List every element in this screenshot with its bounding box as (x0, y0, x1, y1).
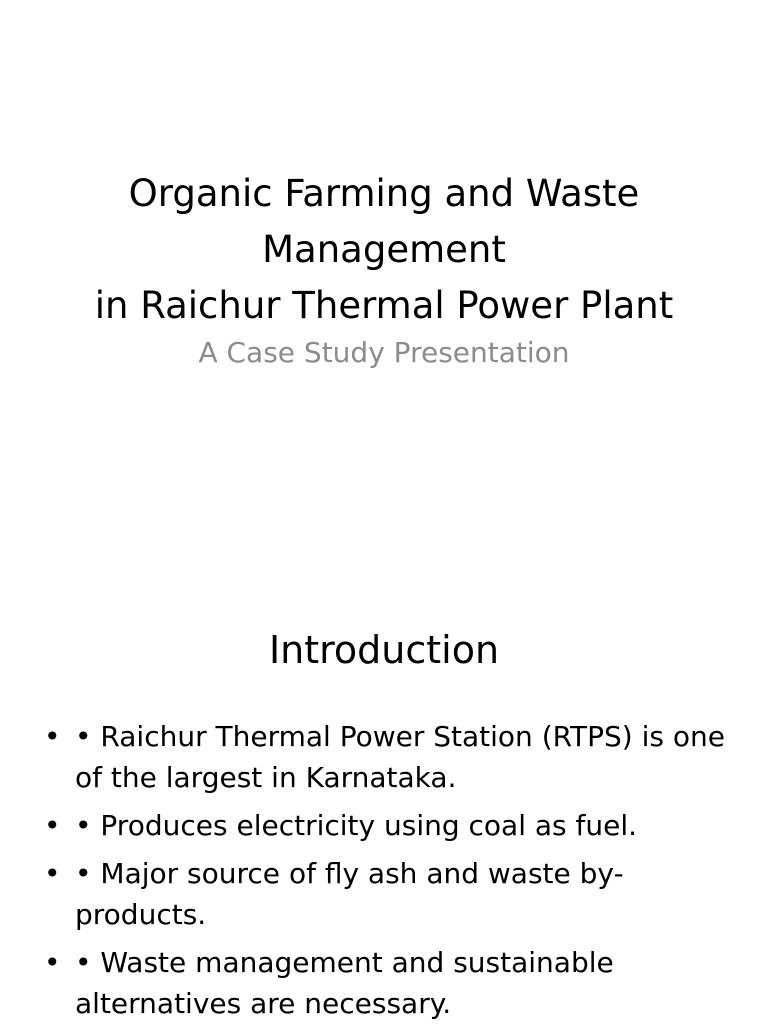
bullet-marker: • (44, 946, 61, 979)
title-line: Organic Farming and Waste (128, 172, 640, 215)
title-line: Management (262, 228, 506, 271)
title-line: in Raichur Thermal Power Plant (94, 284, 674, 327)
slide-title (40, 166, 728, 334)
list-item (40, 942, 730, 1024)
bullet-text: • Major source of fly ash and waste by-products. (75, 857, 624, 931)
bullet-marker: • (44, 720, 61, 753)
bullet-text: • Raichur Thermal Power Station (RTPS) is one of the largest in Karnataka. (75, 720, 726, 794)
bullet-text: • Waste management and sustainable alternatives are necessary. (75, 946, 614, 1020)
introduction-slide (0, 576, 768, 1024)
bullet-text: • Produces electricity using coal as fuel. (75, 809, 638, 842)
list-item (40, 853, 730, 935)
bullet-list (40, 716, 730, 1031)
section-heading: Introduction (268, 628, 500, 672)
bullet-marker: • (44, 857, 61, 890)
bullet-marker: • (44, 809, 61, 842)
list-item (40, 805, 730, 846)
list-item (40, 716, 730, 798)
slide-subtitle: A Case Study Presentation (198, 336, 570, 369)
